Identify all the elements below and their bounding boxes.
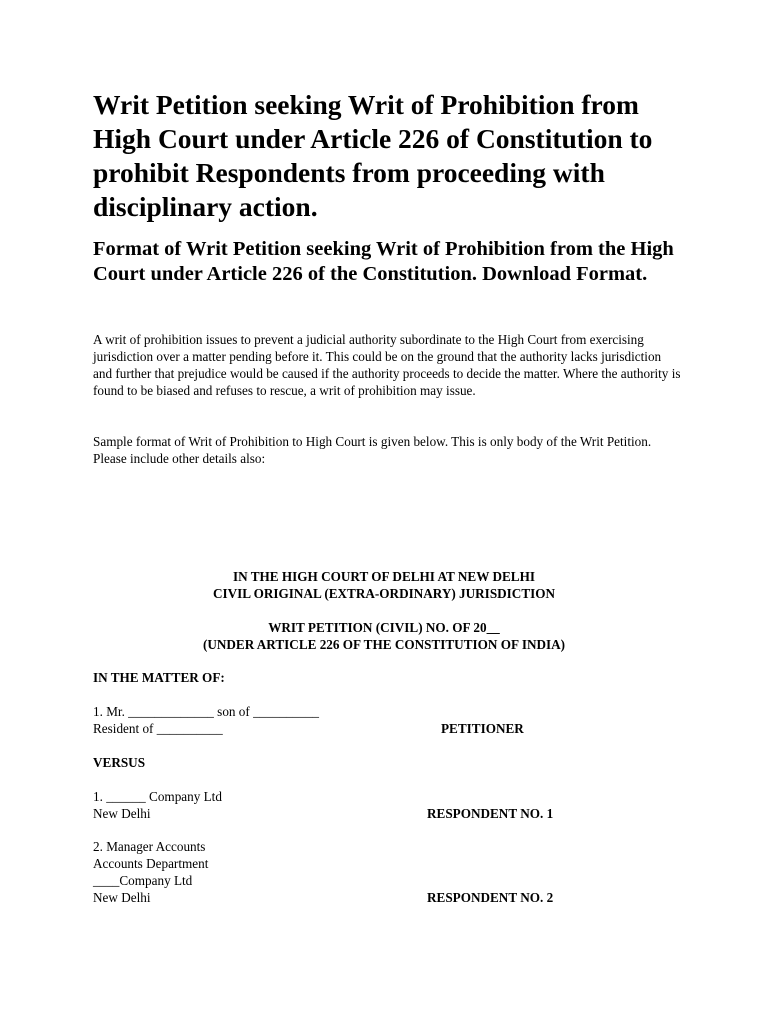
respondent2-line-1: 2. Manager Accounts	[93, 839, 206, 854]
respondent2-line-2: Accounts Department	[93, 856, 209, 871]
petitioner-label: PETITIONER	[441, 721, 524, 736]
court-line-1: IN THE HIGH COURT OF DELHI AT NEW DELHI	[233, 569, 535, 584]
respondent2-label: RESPONDENT NO. 2	[427, 890, 554, 905]
respondent1-label: RESPONDENT NO. 1	[427, 806, 554, 821]
court-line-2: CIVIL ORIGINAL (EXTRA-ORDINARY) JURISDICTION	[212, 586, 556, 601]
respondent2-line-3: ____Company Ltd	[93, 873, 193, 888]
petitioner-line-1: 1. Mr. _____________ son of __________	[93, 704, 320, 719]
petitioner-line-2: Resident of __________	[93, 721, 223, 736]
versus-label: VERSUS	[93, 755, 146, 770]
document-subtitle: Format of Writ Petition seeking Writ of Prohibition from the High Court under Article 226 of the Constitution. Download Format.	[93, 238, 674, 285]
petition-line-1: WRIT PETITION (CIVIL) NO. OF 20__	[268, 620, 500, 635]
respondent2-line-4: New Delhi	[93, 890, 151, 905]
respondent1-line-2: New Delhi	[93, 806, 151, 821]
sample-paragraph: Sample format of Writ of Prohibition to High Court is given below. This is only body of the Writ Petition. Please include other details also:	[93, 434, 652, 466]
petition-line-2: (UNDER ARTICLE 226 OF THE CONSTITUTION OF INDIA)	[202, 637, 566, 652]
matter-heading: IN THE MATTER OF:	[93, 670, 225, 685]
intro-paragraph: A writ of prohibition issues to prevent a judicial authority subordinate to the High Court from exercising jurisdiction over a matter pending before it. This could be on the ground that the authority lacks jurisdiction and further that prejudice would be caused if the authority proceeds to decide the matter. Where the authority is found to be biased and refuses to rescue, a writ of prohibition may issue.	[93, 332, 681, 398]
document-title: Writ Petition seeking Writ of Prohibition from High Court under Article 226 of Constitution to prohibit Respondents from proceeding with disciplinary action.	[93, 89, 653, 222]
respondent1-line-1: 1. ______ Company Ltd	[93, 789, 222, 804]
